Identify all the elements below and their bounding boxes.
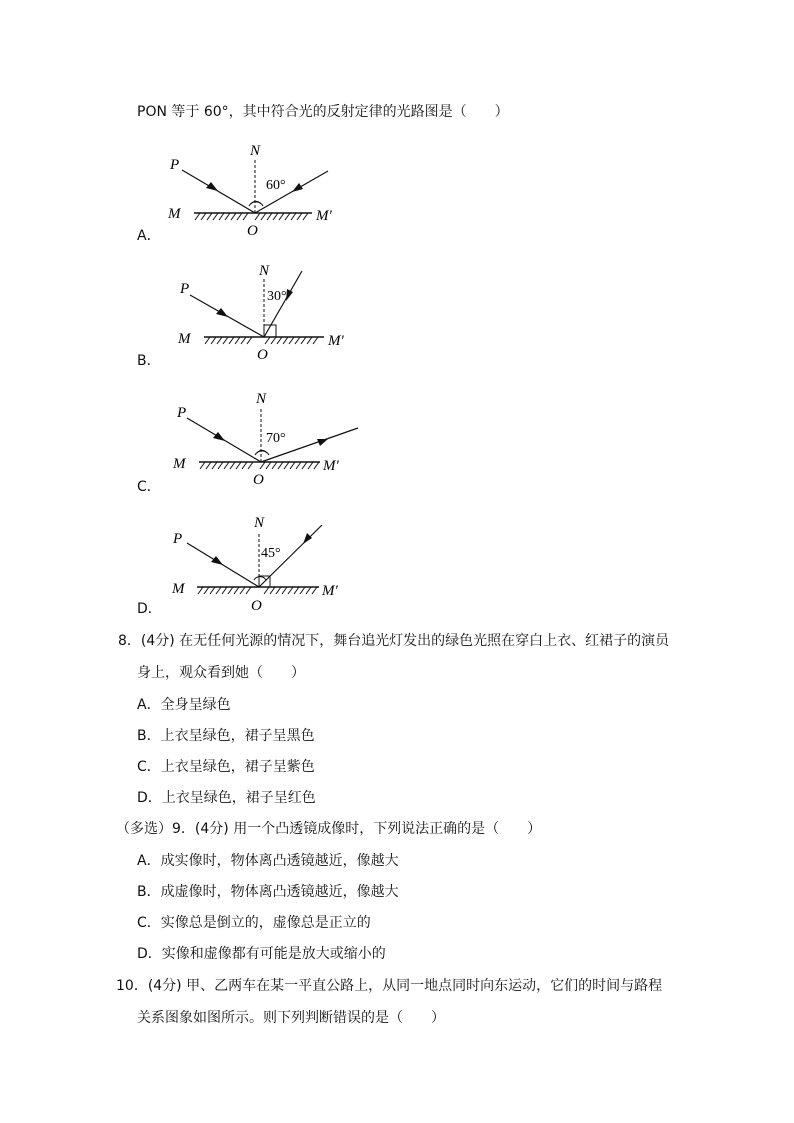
label-o: O	[257, 347, 268, 363]
angle-label: 45°	[261, 546, 281, 561]
option-a-label: A．	[137, 228, 161, 244]
incident-ray	[182, 170, 255, 213]
label-n: N	[256, 391, 267, 407]
question-8-option-c: C．上衣呈绿色，裙子呈紫色	[137, 759, 315, 775]
question-9-line-1: （多选）9．(4分) 用一个凸透镜成像时，下列说法正确的是（ ）	[116, 821, 542, 837]
mirror-hatching	[205, 337, 318, 344]
label-m: M	[178, 331, 191, 347]
question-10-line-1: 10．(4分) 甲、乙两车在某一平直公路上，从同一地点同时向东运动，它们的时间与路程	[116, 978, 663, 994]
question-8-line-2: 身上，观众看到她（ ）	[137, 665, 305, 681]
question-9-option-d: D．实像和虚像都有可能是放大或缩小的	[137, 946, 386, 962]
label-o: O	[247, 223, 258, 239]
figure-option-a	[160, 138, 360, 238]
question-8-option-a: A．全身呈绿色	[137, 697, 231, 713]
angle-label: 60°	[266, 178, 286, 193]
incident-arrow	[206, 182, 218, 191]
reflected-arrow	[303, 533, 312, 544]
angle-arc	[254, 577, 266, 580]
angle-arc-inner	[257, 450, 267, 453]
label-m: M	[168, 206, 181, 222]
question-8-option-d: D．上衣呈绿色，裙子呈红色	[137, 790, 316, 806]
angle-label: 30°	[267, 289, 287, 304]
label-p: P	[173, 531, 183, 547]
reflection-diagram-c	[165, 390, 375, 490]
reflection-diagram-a	[160, 138, 360, 238]
mirror-hatching	[198, 587, 317, 594]
question-7-stem-tail: PON 等于 60°，其中符合光的反射定律的光路图是（ ）	[137, 104, 509, 120]
question-9-option-b: B．成虚像时，物体离凸透镜越近，像越大	[137, 884, 399, 900]
label-m: M	[172, 581, 185, 597]
option-d-label: D．	[137, 601, 162, 617]
option-c-label: C．	[137, 479, 161, 495]
question-10-line-2: 关系图象如图所示。则下列判断错误的是（ ）	[137, 1010, 445, 1026]
angle-arc-inner	[251, 201, 261, 204]
mirror-hatching	[200, 462, 319, 469]
label-n: N	[254, 515, 265, 531]
reflected-arrow	[317, 439, 328, 446]
incident-arrow	[213, 432, 225, 441]
figure-option-d	[165, 513, 365, 613]
label-p: P	[170, 157, 180, 173]
label-o: O	[253, 472, 264, 488]
question-8-line-1: 8．(4分) 在无任何光源的情况下，舞台追光灯发出的绿色光照在穿白上衣、红裙子的演员	[118, 633, 670, 649]
label-m-prime: M′	[322, 583, 338, 599]
reflected-arrow	[292, 183, 303, 192]
reflected-arrow	[286, 289, 293, 301]
label-n: N	[259, 263, 270, 279]
figure-option-c	[165, 390, 375, 490]
incident-arrow	[211, 556, 223, 565]
reflected-ray	[264, 271, 302, 337]
reflection-diagram-d	[165, 513, 365, 613]
reflection-diagram-b	[170, 263, 370, 363]
figure-option-b	[170, 263, 370, 363]
incident-arrow	[216, 308, 228, 317]
question-8-option-b: B．上衣呈绿色，裙子呈黑色	[137, 728, 315, 744]
angle-label: 70°	[266, 431, 286, 446]
label-o: O	[251, 598, 262, 614]
label-n: N	[250, 143, 261, 159]
label-m: M	[173, 456, 186, 472]
mirror-hatching	[195, 213, 308, 220]
question-9-option-c: C．实像总是倒立的，虚像总是正立的	[137, 915, 371, 931]
label-m-prime: M′	[328, 333, 344, 349]
question-9-option-a: A．成实像时，物体离凸透镜越近，像越大	[137, 853, 399, 869]
option-b-label: B．	[137, 353, 161, 369]
label-m-prime: M′	[323, 458, 339, 474]
label-p: P	[177, 405, 187, 421]
label-m-prime: M′	[316, 208, 332, 224]
label-p: P	[180, 281, 190, 297]
